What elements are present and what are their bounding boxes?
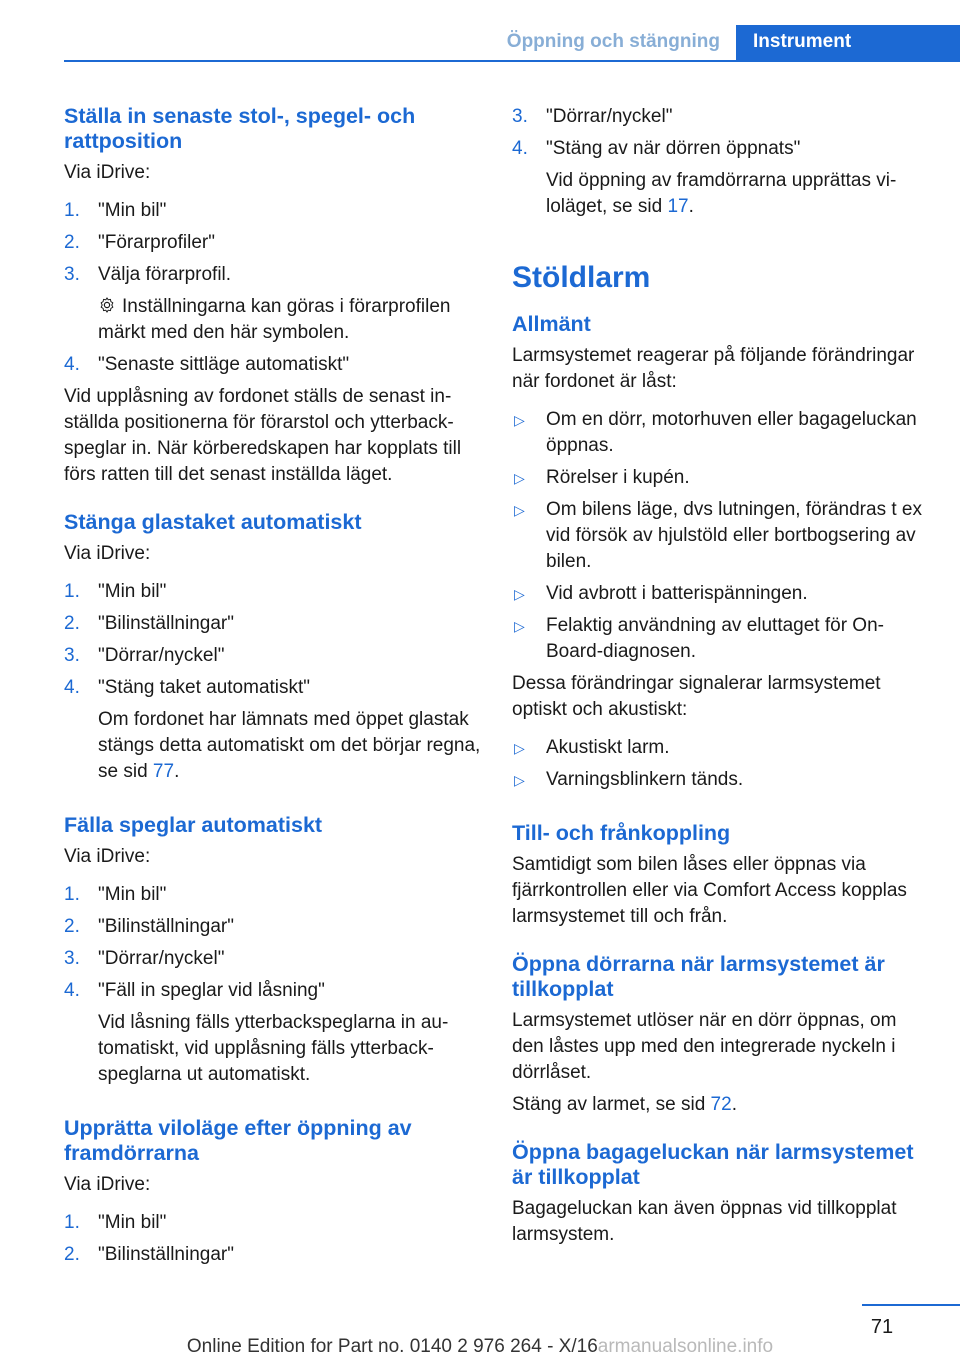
section-title: Stänga glastaket automatiskt: [64, 510, 362, 534]
list-item: 1. "Min bil": [64, 581, 167, 602]
list-item: 1. "Min bil": [64, 884, 167, 905]
list-item: 4. "Fäll in speglar vid låsning" Vid låsning fälls ytterbackspeglarna in automatiskt, vid upplåsning fälls ytterbackspeglarna ut automatiskt.: [64, 980, 449, 1085]
right-column: [512, 104, 928, 1248]
page-link[interactable]: 17: [667, 196, 689, 217]
footer-text: Online Edition for Part no. 0140 2 976 264 - X/16: [186, 1336, 598, 1357]
intro-text: Via iDrive:: [64, 162, 151, 183]
list-item: ▷ Rörelser i kupén.: [512, 465, 928, 491]
list-item: 1. "Min bil": [64, 1212, 167, 1233]
watermark: armanualsonline.info: [597, 1336, 774, 1357]
page-link[interactable]: 72: [710, 1094, 732, 1115]
section-title: Till- och frånkoppling: [512, 821, 731, 845]
section-title: Allmänt: [512, 312, 591, 336]
page-number: 71: [870, 1316, 894, 1338]
list-item: 2. "Bilinställningar": [64, 1244, 234, 1265]
list-item: ▷ Akustiskt larm.: [512, 735, 928, 761]
steps-list: [64, 198, 482, 378]
header-rule: [64, 60, 960, 62]
body-text: Dessa förändringar signalerar larmsystemet optiskt och akustiskt:: [512, 673, 881, 720]
steps-list: [512, 104, 928, 220]
list-item: ▷ Varningsblinkern tänds.: [512, 767, 928, 793]
steps-list: [64, 579, 482, 785]
list-item: ▷ Om en dörr, motorhuven eller bagageluckan öppnas.: [514, 409, 917, 456]
bullet-icon: ▷: [514, 470, 525, 486]
page-number-rule: [862, 1304, 960, 1306]
list-item: 2. "Bilinställningar": [64, 613, 234, 634]
list-item: 3. Välja förarprofil. Inställningarna kan göras i förarprofilen märkt med den här symbolen.: [64, 264, 451, 343]
steps-list: [64, 1210, 482, 1268]
intro-text: Larmsystemet reagerar på följande förändringar när fordonet är låst:: [512, 345, 915, 392]
list-item: ▷ Om bilens läge, dvs lutningen, förändras t ex vid försök av hjulstöld eller bortbogsering av bilen.: [514, 499, 922, 572]
page-link[interactable]: 77: [152, 761, 175, 782]
list-item: ▷ Vid avbrott i batterispänningen.: [512, 581, 928, 607]
section-title: Öppna bagageluckan när larmsystemet är tillkopplat: [512, 1140, 914, 1189]
section-title: Fälla speglar automatiskt: [64, 813, 323, 837]
body-text: Larmsystemet utlöser när en dörr öppnas, om den låstes upp med den integrerade nyckeln i dörrlåset.: [512, 1010, 897, 1083]
intro-text: Via iDrive:: [64, 1174, 151, 1195]
chapter-title: Öppning och stängning: [506, 31, 720, 52]
bullet-icon: ▷: [514, 412, 525, 428]
section-title: Öppna dörrarna när larmsystemet är tillkopplat: [512, 952, 885, 1001]
left-column: [64, 104, 482, 1274]
list-item: ▷ Felaktig användning av eluttaget för On-Board-diagnosen.: [514, 615, 884, 662]
bullet-icon: ▷: [514, 502, 525, 518]
list-item: 1. "Min bil": [64, 200, 167, 221]
bullet-icon: ▷: [514, 586, 525, 602]
intro-text: Via iDrive:: [64, 543, 151, 564]
body-text: Bagageluckan kan även öppnas vid tillkopplat larmsystem.: [512, 1198, 897, 1245]
bullet-icon: ▷: [514, 740, 525, 756]
list-item: 3. "Dörrar/nyckel": [64, 948, 225, 969]
body-text: Samtidigt som bilen låses eller öppnas via fjärrkontrollen eller via Comfort Access kopplas larmsystemet till och från.: [512, 854, 907, 927]
list-item: 4. "Stäng av när dörren öppnats" Vid öppning av framdörrarna upprättas viloläget, se sid 17.: [512, 138, 897, 217]
list-item: 3. "Dörrar/nyckel": [64, 645, 225, 666]
section-title: Upprätta viloläge efter öppning av framdörrarna: [64, 1116, 412, 1165]
bullet-list: [512, 735, 928, 793]
section-title: Ställa in senaste stol-, spegel- och rattposition: [64, 104, 416, 153]
list-item: 4. "Stäng taket automatiskt" Om fordonet har lämnats med öppet glastak stängs detta automatiskt om det börjar regna, se sid 77.: [64, 677, 481, 782]
list-item: 4. "Senaste sittläge automatiskt": [64, 354, 350, 375]
bullet-icon: ▷: [514, 618, 525, 634]
list-item: 2. "Bilinställningar": [64, 916, 234, 937]
gear-icon: [98, 296, 116, 314]
intro-text: Via iDrive:: [64, 846, 151, 867]
footer: [0, 1336, 960, 1358]
steps-list: [64, 882, 482, 1088]
list-item: 3. "Dörrar/nyckel": [512, 106, 673, 127]
bullet-icon: ▷: [514, 772, 525, 788]
bullet-list: [512, 407, 928, 665]
section-tab[interactable]: Instrument: [736, 25, 960, 61]
body-text: Stäng av larmet, se sid 72.: [512, 1094, 737, 1115]
chapter-heading: Stöldlarm: [512, 261, 651, 294]
body-text: Vid upplåsning av fordonet ställs de senast inställda positionerna för förarstol och ytterbackspeglar in. När körberedskapen har kopplats till förs ratten till det senast inställda läget.: [64, 386, 462, 485]
list-item: 2. "Förarprofiler": [64, 232, 215, 253]
